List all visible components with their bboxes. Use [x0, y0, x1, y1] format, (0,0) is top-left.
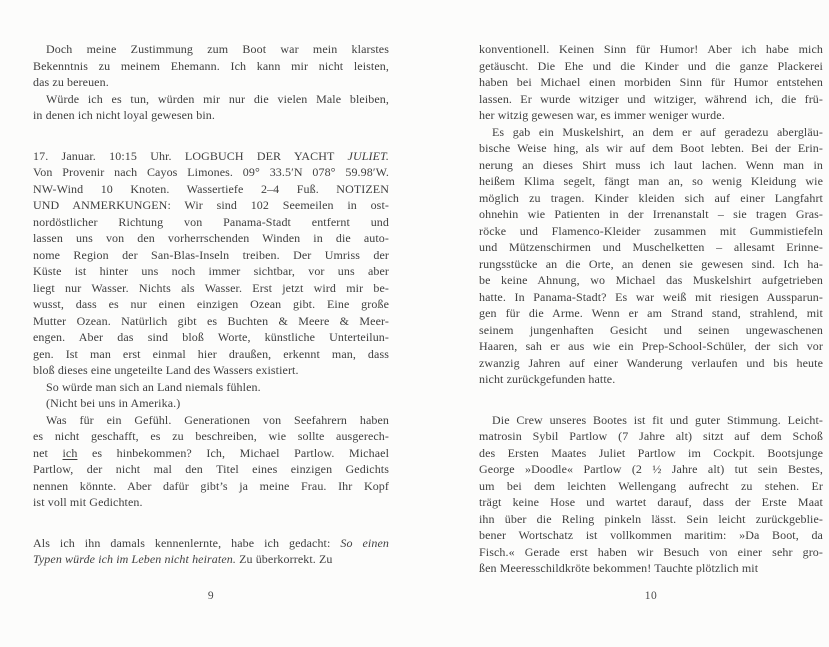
- text-line: lassen uns von den vorherrschenden Winden in die auto-: [33, 231, 389, 245]
- text-line: Was für ein Gefühl. Generationen von Seefahrern haben: [46, 412, 389, 427]
- italic-text: Typen würde ich im Leben nicht heiraten.: [33, 552, 236, 566]
- text-line: ist voll mit Gedichten.: [33, 495, 143, 509]
- text-line: So würde man sich an Land niemals fühlen.: [46, 379, 261, 394]
- paragraph: [479, 124, 823, 388]
- paragraph: [479, 41, 823, 124]
- text-line: Mutter Ozean. Natürlich gibt es Buchten & Meere & Meer-: [33, 313, 389, 328]
- paragraph: [33, 379, 389, 396]
- text-line: und Mützenschirmen und Muschelketten – allesamt Erinne-: [479, 240, 823, 254]
- text-line: zwanzig Jahren auf einer Wanderung verlaufen und bis heute: [479, 355, 823, 370]
- text-line: rungsstücke an die Orte, an denen sie gewesen sind. Ich ha-: [479, 256, 823, 271]
- text-line: ihn über die Reling pinkeln lässt. Sein leicht zurückgeblie-: [479, 511, 823, 526]
- page-number-right: 10: [644, 590, 658, 602]
- page-number-left: 9: [207, 590, 215, 602]
- text-line: das zu bereuen.: [33, 75, 109, 89]
- paragraph: [33, 535, 389, 568]
- text-line: nerung an dieses Shirt muss ich laut lachen. Wenn man in: [479, 157, 823, 172]
- text-line: in denen ich nicht loyal gewesen bin.: [33, 108, 215, 122]
- text-line: des Ersten Maates Juliet Partlow im Cockpit. Bootsjunge: [479, 445, 823, 460]
- text-line: gen. Ist man erst einmal hier draußen, erkennt man, dass: [33, 346, 389, 361]
- text-line: George »Doodle« Partlow (2 ½ Jahre alt) tut sein Bestes,: [479, 462, 823, 476]
- text-line: hatte. In Panama-Stadt? Es war weiß mit riesigen Aussparun-: [479, 289, 823, 304]
- text-line: Haaren, sah er aus wie ein Prep-School-Schüler, der sich vor: [479, 339, 823, 353]
- text-line: nicht zurückgefunden hatte.: [479, 372, 616, 386]
- text-line: seinem jungenhaften Gesicht und seinen ungewaschenen: [479, 322, 823, 337]
- paragraph: [479, 412, 823, 577]
- text-line: haben bei Michael einen morbiden Sinn für Humor entstehen: [479, 75, 823, 89]
- text-line: nennen könnte. Aber dafür gibt’s ja meine Frau. Ihr Kopf: [33, 478, 389, 493]
- text-line: nome Region der San-Blas-Inseln treiben. Der Umriss der: [33, 247, 389, 262]
- paragraph: [33, 148, 389, 379]
- text-line: engen. Aber das sind bloß Worte, künstliche Unterteilun-: [33, 330, 389, 344]
- text-line: UND ANMERKUNGEN: Wir sind 102 Seemeilen in ost-: [33, 198, 389, 212]
- text-line: be keine Ahnung, wo Michael das Muskelshirt aufgetrieben: [479, 273, 823, 287]
- text-line: wusst, dass es nur einen einzigen Ozean gibt. Eine große: [33, 297, 389, 311]
- text-line: her witzig gewesen war, es immer weniger wurde.: [479, 108, 725, 122]
- text-line: getäuscht. Die Ehe und die Kinder und die ganze Plackerei: [479, 58, 823, 73]
- paragraph-gap: [33, 124, 389, 148]
- text-line: Doch meine Zustimmung zum Boot war mein klarstes: [46, 42, 389, 56]
- text-line: NW-Wind 10 Knoten. Wassertiefe 2–4 Fuß. NOTIZEN: [33, 181, 389, 196]
- italic-text: So einen: [340, 535, 389, 550]
- text-line: trägt keine Hose und wartet darauf, dass der Erste Maat: [479, 495, 823, 509]
- text-line: net ich es hinbekommen? Ich, Michael Partlow. Michael: [33, 445, 389, 460]
- book-page-right: [479, 41, 823, 577]
- text-line: ßen Meeresschildkröte bekommen! Tauchte plötzlich mit: [479, 561, 759, 575]
- paragraph: [33, 91, 389, 124]
- paragraph-gap: [33, 511, 389, 535]
- text-line: nordöstlicher Richtung von Panama-Stadt entfernt und: [33, 214, 389, 229]
- text-line: Bekenntnis zu meinem Ehemann. Ich kann mir nicht leisten,: [33, 58, 389, 73]
- text-line: es nicht geschafft, es zu beschreiben, wie sollte ausgerech-: [33, 429, 389, 443]
- text-line: Partlow, der nicht mal den Titel eines einzigen Gedichts: [33, 462, 389, 476]
- text-line: Als ich ihn damals kennenlernte, habe ich gedacht: So einen: [33, 535, 389, 550]
- text-line: Fisch.« Gerade erst haben wir Besuch von einer sehr gro-: [479, 544, 823, 559]
- text-line: Die Crew unseres Bootes ist fit und guter Stimmung. Leicht-: [492, 412, 823, 427]
- text-line: liegt nur Wasser. Nichts als Wasser. Erst jetzt wird mir be-: [33, 280, 389, 295]
- text-line: heißem Klima segelt, fängt man an, so wenig Kleidung wie: [479, 174, 823, 188]
- text-line: Küste ist hinter uns noch immer sichtbar, vor uns aber: [33, 264, 389, 278]
- underlined-text: ich: [62, 445, 78, 460]
- italic-text: JULIET.: [347, 148, 389, 163]
- paragraph: [33, 412, 389, 511]
- text-line: 17. Januar. 10:15 Uhr. LOGBUCH DER YACHT JULIET.: [33, 148, 389, 163]
- text-line: bener Wortschatz ist vollkommen maritim: »Da Boot, da: [479, 528, 823, 542]
- book-page-left: [33, 41, 389, 568]
- text-line: Es gab ein Muskelshirt, an dem er auf geradezu abergläu-: [492, 124, 823, 139]
- text-line: gen für die Arme. Wenn er am Strand stand, strahlend, mit: [479, 306, 823, 320]
- text-line: Von Provenir nach Cayos Limones. 09° 33.5′N 078° 59.98′W.: [33, 165, 389, 179]
- text-line: konventionell. Keinen Sinn für Humor! Aber ich habe mich: [479, 42, 823, 56]
- text-line: lassen. Er wurde witziger und witziger, während ich, die frü-: [479, 91, 823, 106]
- paragraph: [33, 41, 389, 91]
- text-line: bische Weise hing, als wir auf dem Boot lebten. Bei der Erin-: [479, 141, 823, 155]
- text-line: möglich zu tragen. Kinder kleiden sich auf einer Langfahrt: [479, 190, 823, 205]
- text-line: matrosin Sybil Partlow (7 Jahre alt) sitzt auf dem Schoß: [479, 429, 823, 443]
- paragraph: [33, 395, 389, 412]
- text-line: um bei dem leichten Wellengang aufrecht zu stehen. Er: [479, 478, 823, 493]
- text-line: Typen würde ich im Leben nicht heiraten. Zu überkorrekt. Zu: [33, 552, 333, 566]
- text-line: Würde ich es tun, würden mir nur die vielen Male bleiben,: [46, 91, 389, 106]
- paragraph-gap: [479, 388, 823, 412]
- text-line: ohnehin wie Patienten in der Irrenanstalt – sie tragen Gras-: [479, 207, 823, 221]
- text-line: bloß dieses eine ungeteilte Land des Wassers existiert.: [33, 363, 299, 377]
- text-line: (Nicht bei uns in Amerika.): [46, 396, 181, 410]
- text-line: röcke und Flamenco-Kleider zusammen mit Gummistiefeln: [479, 223, 823, 238]
